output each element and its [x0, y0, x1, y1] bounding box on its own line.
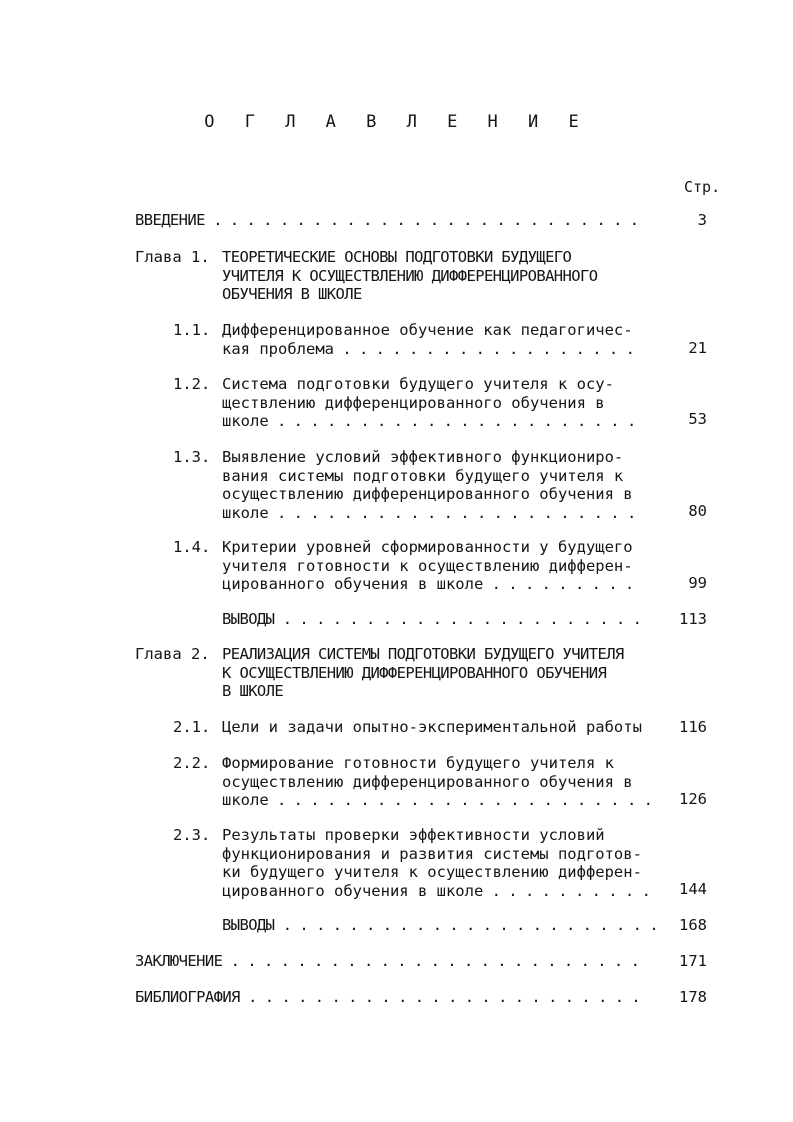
entry-line: ки будущего учителя к осуществлению дифферен- — [222, 863, 642, 881]
entry-line: вания системы подготовки будущего учителя к — [222, 466, 624, 485]
section-number: 1.2. — [173, 375, 211, 393]
page-number: 80 — [688, 502, 707, 520]
entry-line: осуществлению дифференцированного обучения в — [222, 772, 633, 791]
section-number: 1.4. — [173, 538, 211, 556]
entry-line: функционирования и развития системы подготов- — [222, 844, 642, 863]
toc-conclusions-2[interactable] — [222, 916, 657, 935]
entry-line: школе . . . — [222, 791, 657, 810]
entry-text: БИБЛИОГРАФИЯ . . . — [135, 988, 645, 1007]
page-number: 178 — [679, 988, 707, 1006]
entry-line: Система подготовки будущего учителя к осу- — [222, 375, 614, 393]
entry-line: РЕАЛИЗАЦИЯ СИСТЕМЫ ПОДГОТОВКИ БУДУЩЕГО УЧИТЕЛЯ — [222, 645, 624, 663]
entry-line: В ШКОЛЕ — [222, 682, 284, 700]
entry-line: Критерии уровней сформированности у будущего — [222, 538, 633, 556]
entry-line: школе . . . — [222, 504, 645, 523]
entry-line: Выявление условий эффективного функциониро- — [222, 448, 624, 466]
page-number: 171 — [679, 952, 707, 970]
section-number: 2.2. — [173, 754, 211, 772]
section-number: 1.1. — [173, 321, 211, 339]
entry-line: кая проблема . . . — [222, 340, 645, 359]
page-number: 53 — [688, 410, 707, 428]
toc-conclusion[interactable] — [135, 952, 645, 971]
entry-line: Дифференцированное обучение как педагогичес- — [222, 321, 633, 339]
page-column-label: Стр. — [684, 178, 721, 196]
entry-text: ВВЕДЕНИЕ . . . — [135, 211, 645, 230]
entry-text: ВЫВОДЫ . . . — [222, 610, 645, 629]
toc-bibliography[interactable] — [135, 988, 645, 1007]
page-number: 126 — [679, 790, 707, 808]
page-number: 113 — [679, 610, 707, 628]
section-number: 2.1. — [173, 718, 211, 736]
entry-line: осуществлению дифференцированного обучения в — [222, 485, 633, 503]
toc-section-1-3[interactable] — [222, 448, 645, 522]
entry-text: ВЫВОДЫ . . . — [222, 916, 657, 935]
page-number: 168 — [679, 916, 707, 934]
entry-line: Цели и задачи опытно-экспериментальной работы — [222, 718, 642, 736]
entry-line: школе . . . — [222, 412, 645, 431]
entry-line: цированного обучения в школе . . . — [222, 575, 645, 594]
entry-line: Результаты проверки эффективности условий — [222, 826, 605, 844]
entry-line: УЧИТЕЛЯ К ОСУЩЕСТВЛЕНИЮ ДИФФЕРЕНЦИРОВАННОГО — [222, 266, 598, 285]
toc-section-1-1[interactable] — [222, 321, 645, 358]
entry-line: ТЕОРЕТИЧЕСКИЕ ОСНОВЫ ПОДГОТОВКИ БУДУЩЕГО — [222, 248, 572, 266]
toc-chapter-2[interactable] — [222, 645, 682, 701]
page-number: 144 — [679, 880, 707, 898]
section-number: 2.3. — [173, 826, 211, 844]
page-number: 21 — [688, 339, 707, 357]
entry-line: ОБУЧЕНИЯ В ШКОЛЕ — [222, 285, 362, 303]
entry-line: Формирование готовности будущего учителя к — [222, 754, 614, 772]
entry-line: К ОСУЩЕСТВЛЕНИЮ ДИФФЕРЕНЦИРОВАННОГО ОБУЧЕНИЯ — [222, 663, 607, 682]
entry-line: учителя готовности к осуществлению дифферен- — [222, 556, 633, 575]
toc-entry-intro[interactable] — [135, 211, 645, 230]
toc-section-1-2[interactable] — [222, 375, 645, 431]
section-number: 1.3. — [173, 448, 211, 466]
chapter-label: Глава 1. — [135, 248, 210, 266]
toc-section-2-3[interactable] — [222, 826, 657, 900]
toc-conclusions-1[interactable] — [222, 610, 645, 629]
toc-section-2-1[interactable] — [222, 718, 667, 737]
toc-section-1-4[interactable] — [222, 538, 645, 594]
entry-line: цированного обучения в школе . . . — [222, 882, 657, 901]
page-number: 3 — [697, 211, 707, 229]
entry-line: ществлению дифференцированного обучения в — [222, 393, 605, 412]
entry-text: ЗАКЛЮЧЕНИЕ . . . — [135, 952, 645, 971]
toc-section-2-2[interactable] — [222, 754, 657, 810]
chapter-label: Глава 2. — [135, 645, 210, 663]
toc-title: О Г Л А В Л Е Н И Е — [204, 112, 589, 132]
page-number: 99 — [688, 574, 707, 592]
toc-chapter-1[interactable] — [222, 248, 662, 304]
page-number: 116 — [679, 718, 707, 736]
